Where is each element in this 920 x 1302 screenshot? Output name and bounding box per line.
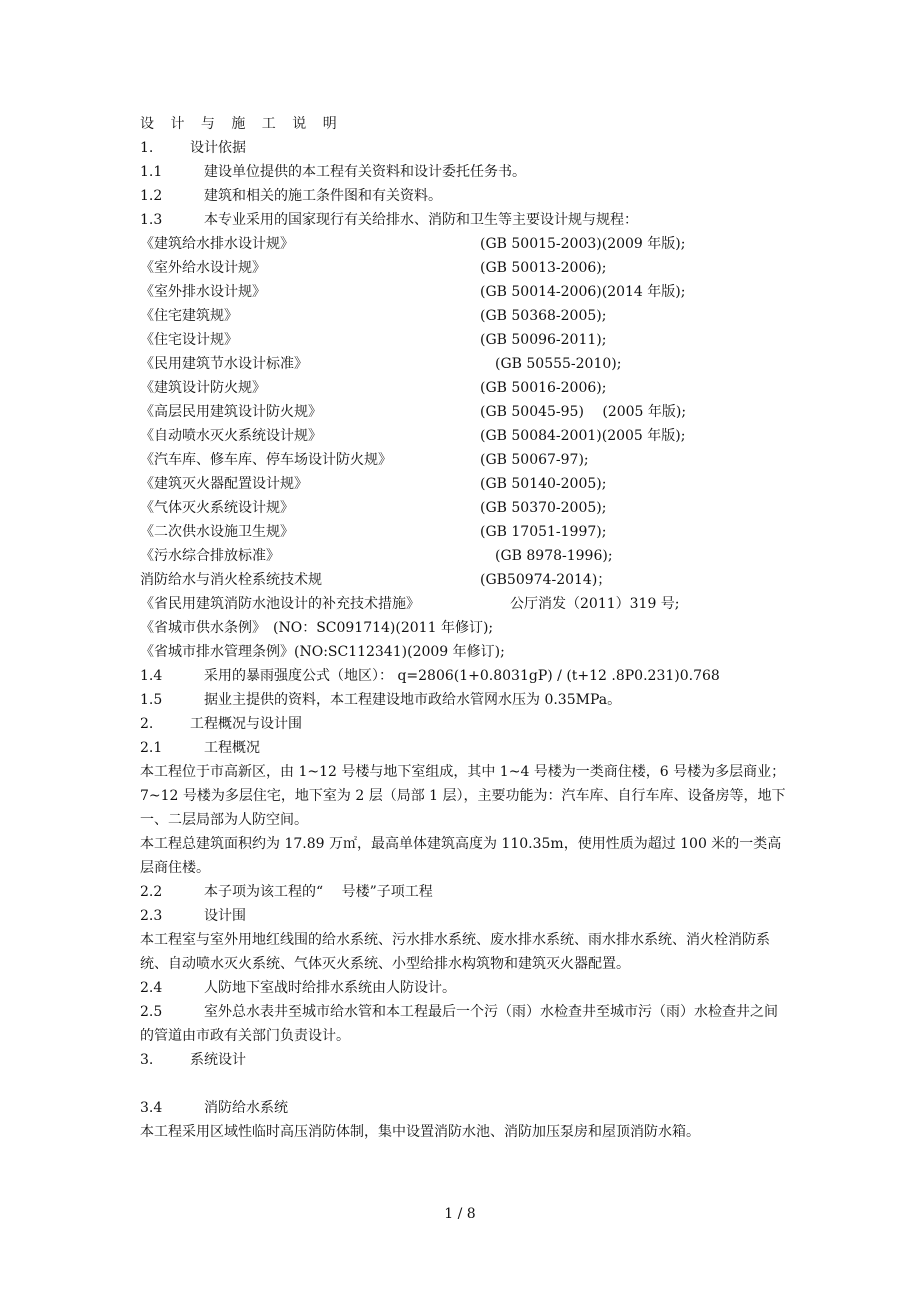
item-text: 工程概况 <box>204 740 260 756</box>
item-1-5 <box>140 688 790 712</box>
item-number: 1.3 <box>140 212 163 228</box>
standard-name: 《气体灭火系统设计规》 <box>140 500 294 516</box>
standard-name: 《室外给水设计规》 <box>140 260 266 276</box>
standard-name: 《高层民用建筑设计防火规》 <box>140 404 322 420</box>
item-1-3 <box>140 208 790 232</box>
standard-code: (GB 50015-2003)(2009 年版); <box>480 236 686 252</box>
standard-row <box>140 592 790 616</box>
fire-water-paragraph: 本工程采用区域性临时高压消防体制，集中设置消防水池、消防加压泵房和屋顶消防水箱。 <box>140 1124 700 1140</box>
standard-code: (GB 50084-2001)(2005 年版); <box>480 428 686 444</box>
standard-row <box>140 352 790 376</box>
item-2-1 <box>140 736 790 760</box>
blank-spacer <box>140 1072 790 1096</box>
regulation-line: 《省城市排水管理条例》(NO:SC112341)(2009 年修订); <box>140 644 505 660</box>
document-page <box>140 112 790 1144</box>
item-text: 本子项为该工程的“ 号楼”子项工程 <box>204 884 433 900</box>
item-number: 2.2 <box>140 884 163 900</box>
standard-code: (GB 50368-2005); <box>480 308 607 324</box>
item-1-2 <box>140 184 790 208</box>
item-text: 设计围 <box>204 908 246 924</box>
standard-name: 《建筑灭火器配置设计规》 <box>140 476 308 492</box>
item-text: 室外总水表井至城市给水管和本工程最后一个污（雨）水检查井至城市污（雨）水检查井之间的管道由市政有关部门负责设计。 <box>140 1004 778 1044</box>
item-number: 2.4 <box>140 980 163 996</box>
standard-row <box>140 568 790 592</box>
standard-name: 《自动喷水灭火系统设计规》 <box>140 428 322 444</box>
item-number: 1.5 <box>140 692 163 708</box>
item-text: 本专业采用的国家现行有关给排水、消防和卫生等主要设计规与规程： <box>204 212 638 228</box>
standard-row <box>140 376 790 400</box>
standard-code: (GB 50067-97); <box>480 452 589 468</box>
standard-row <box>140 496 790 520</box>
item-text: 采用的暴雨强度公式（地区）： q=2806(1+0.8031gP) / (t+12 .8P0.231)0.768 <box>204 668 720 684</box>
item-1-1 <box>140 160 790 184</box>
section-2-heading <box>140 712 790 736</box>
standard-name: 《住宅设计规》 <box>140 332 238 348</box>
item-text: 消防给水系统 <box>204 1100 288 1116</box>
section-3-heading <box>140 1048 790 1072</box>
standard-code: (GB 8978-1996); <box>495 548 613 564</box>
item-number: 2.3 <box>140 908 163 924</box>
standard-name: 《省民用建筑消防水池设计的补充技术措施》 <box>140 596 420 612</box>
item-text: 建筑和相关的施工条件图和有关资料。 <box>204 188 442 204</box>
section-number: 3. <box>140 1052 154 1068</box>
section-number: 2. <box>140 716 154 732</box>
standard-row <box>140 520 790 544</box>
item-3-4 <box>140 1096 790 1120</box>
standard-code: (GB 50096-2011); <box>480 332 607 348</box>
standard-row <box>140 472 790 496</box>
standard-name: 《二次供水设施卫生规》 <box>140 524 294 540</box>
standard-name: 消防给水与消火栓系统技术规 <box>140 572 322 588</box>
standard-name: 《汽车库、修车库、停车场设计防火规》 <box>140 452 392 468</box>
standard-name: 《建筑设计防火规》 <box>140 380 266 396</box>
item-text: 据业主提供的资料，本工程建设地市政给水管网水压为 0.35MPa。 <box>204 692 622 708</box>
regulation-line: 《省城市供水条例》 (NO：SC091714)(2011 年修订); <box>140 620 494 636</box>
page-number: 1 / 8 <box>444 1206 476 1222</box>
area-paragraph: 本工程总建筑面积约为 17.89 万㎡，最高单体建筑高度为 110.35m，使用性质为超过 100 米的一类高层商住楼。 <box>140 836 782 876</box>
section-title: 设计依据 <box>190 140 246 156</box>
standard-code: (GB 50016-2006); <box>480 380 607 396</box>
item-2-3 <box>140 904 790 928</box>
standard-code: (GB 50045-95) (2005 年版); <box>480 404 687 420</box>
item-number: 1.2 <box>140 188 163 204</box>
standard-row <box>140 400 790 424</box>
standard-code: (GB50974-2014)； <box>480 572 612 588</box>
standard-code: (GB 50140-2005); <box>480 476 607 492</box>
section-title: 系统设计 <box>190 1052 246 1068</box>
item-2-5 <box>140 1000 790 1048</box>
scope-paragraph: 本工程室与室外用地红线围的给水系统、污水排水系统、废水排水系统、雨水排水系统、消火栓消防系统、自动喷水灭火系统、气体灭火系统、小型给排水构筑物和建筑灭火器配置。 <box>140 932 770 972</box>
item-number: 3.4 <box>140 1100 163 1116</box>
standard-row <box>140 280 790 304</box>
item-1-4 <box>140 664 790 688</box>
standard-name: 《室外排水设计规》 <box>140 284 266 300</box>
standard-row <box>140 328 790 352</box>
standard-row <box>140 232 790 256</box>
standard-row <box>140 448 790 472</box>
overview-paragraph: 本工程位于市高新区，由 1~12 号楼与地下室组成，其中 1~4 号楼为一类商住楼，6 号楼为多层商业；7~12 号楼为多层住宅，地下室为 2 层（局部 1 层），主要功能为：汽车库、自行车库、设备房等，地下一、二层局部为人防空间。 <box>140 764 786 828</box>
section-number: 1. <box>140 140 154 156</box>
item-2-4 <box>140 976 790 1000</box>
document-title: 设 计 与 施 工 说 明 <box>140 116 343 132</box>
standard-row <box>140 304 790 328</box>
standard-name: 《建筑给水排水设计规》 <box>140 236 294 252</box>
standard-row <box>140 544 790 568</box>
standard-code: (GB 50014-2006)(2014 年版); <box>480 284 686 300</box>
standard-code: (GB 50013-2006); <box>480 260 607 276</box>
standard-row <box>140 256 790 280</box>
standard-name: 《民用建筑节水设计标准》 <box>140 356 308 372</box>
standard-code: (GB 50555-2010); <box>495 356 622 372</box>
item-number: 1.4 <box>140 668 163 684</box>
standard-code: 公厅消发（2011）319 号; <box>510 596 680 612</box>
standard-name: 《污水综合排放标准》 <box>140 548 280 564</box>
item-text: 建设单位提供的本工程有关资料和设计委托任务书。 <box>204 164 526 180</box>
item-number: 2.1 <box>140 740 163 756</box>
section-title: 工程概况与设计围 <box>190 716 302 732</box>
standard-row <box>140 424 790 448</box>
item-number: 2.5 <box>140 1004 163 1020</box>
standard-code: (GB 50370-2005); <box>480 500 607 516</box>
standard-code: (GB 17051-1997); <box>480 524 607 540</box>
standard-name: 《住宅建筑规》 <box>140 308 238 324</box>
item-2-2 <box>140 880 790 904</box>
item-text: 人防地下室战时给排水系统由人防设计。 <box>204 980 456 996</box>
section-1-heading <box>140 136 790 160</box>
item-number: 1.1 <box>140 164 163 180</box>
